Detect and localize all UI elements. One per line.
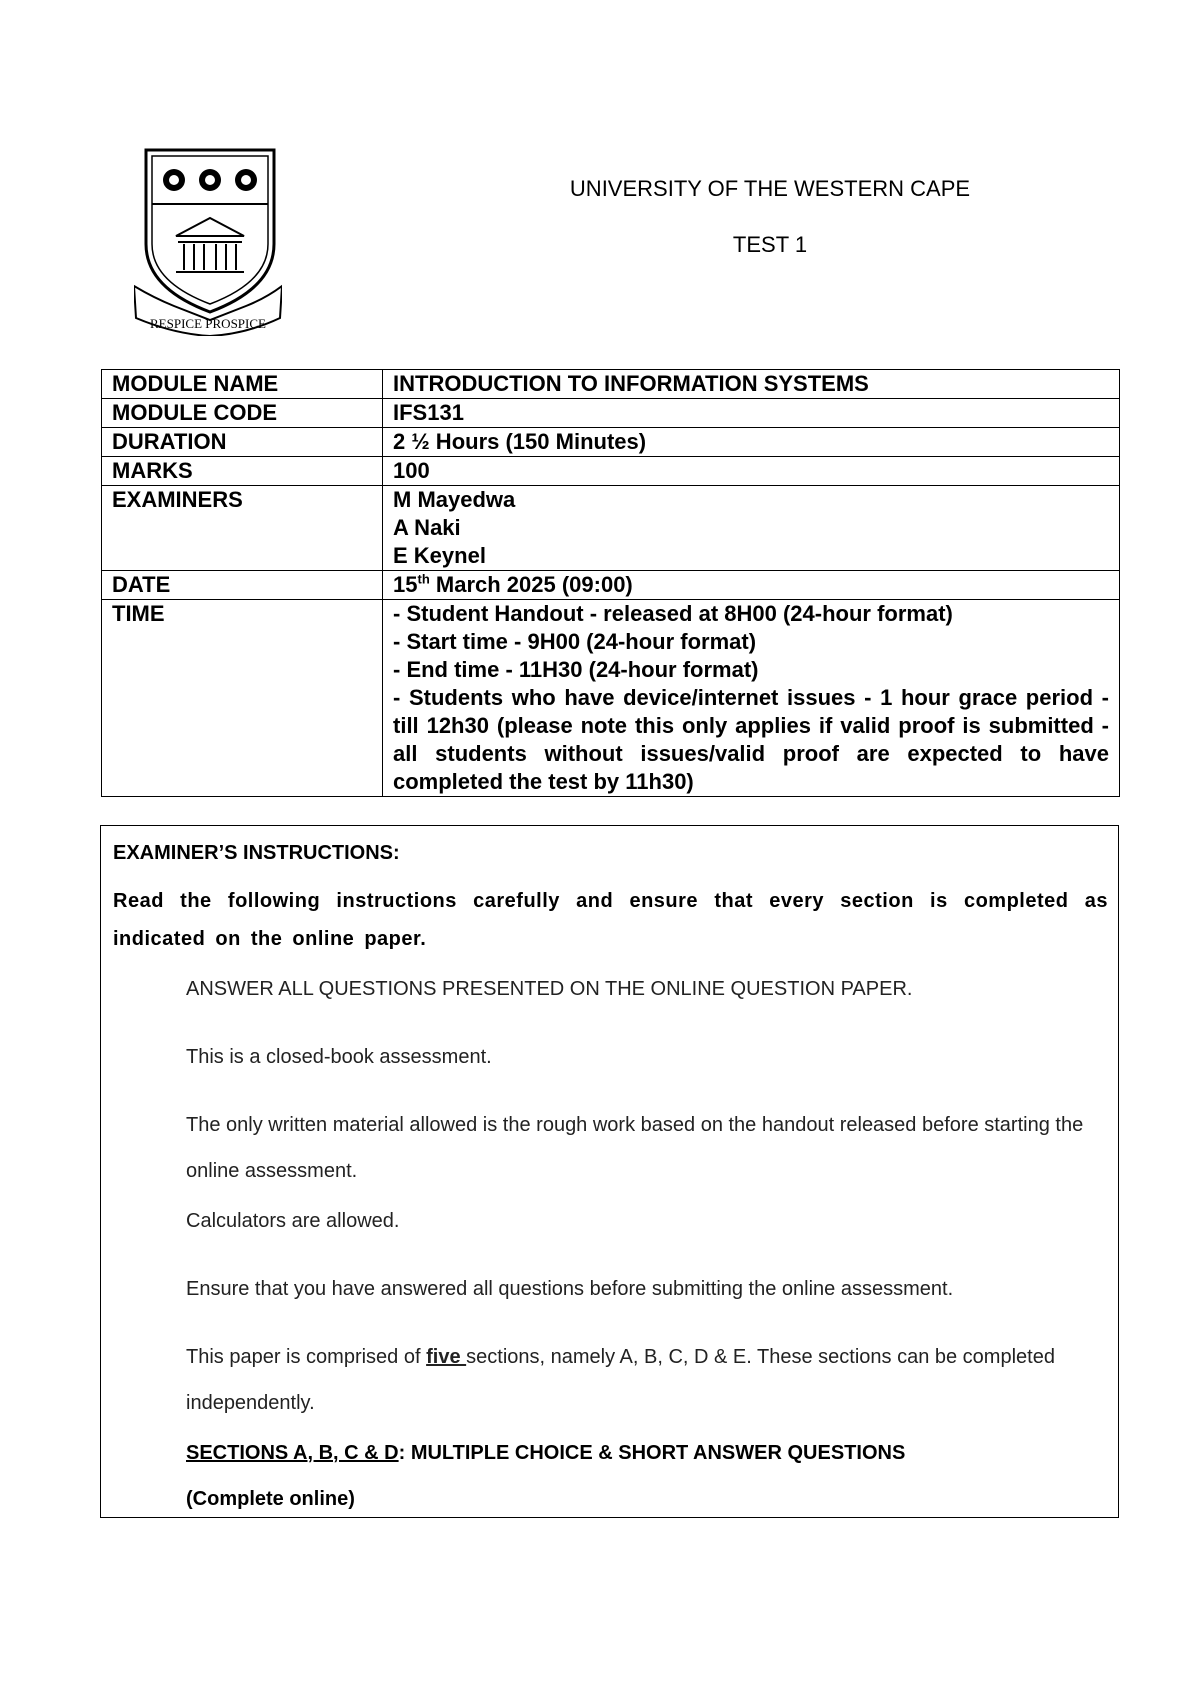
table-row: [102, 486, 1120, 571]
sections-heading: [186, 1442, 905, 1465]
instructions-title: EXAMINER’S INSTRUCTIONS:: [113, 842, 400, 864]
examiners-value: [383, 486, 1120, 571]
examiners-label: EXAMINERS: [102, 486, 383, 571]
instructions-lead: Read the following instructions carefully and ensure that every section is completed as indicated on the online paper.: [113, 890, 1108, 950]
date-day: 15: [393, 572, 418, 597]
date-suffix: th: [417, 571, 430, 587]
date-rest: March 2025 (09:00): [429, 572, 633, 597]
table-row: [102, 399, 1120, 428]
sections-count: five: [426, 1346, 467, 1368]
crest-motto: RESPICE PROSPICE: [150, 316, 266, 331]
sections-type: : MULTIPLE CHOICE & SHORT ANSWER QUESTIONS: [398, 1442, 906, 1464]
module-info-table: [101, 369, 1120, 797]
examiner-instructions-box: [100, 825, 1119, 1518]
time-line: - Student Handout - released at 8H00 (24-hour format): [393, 601, 953, 626]
table-row: [102, 571, 1120, 600]
complete-online-note: (Complete online): [186, 1488, 355, 1510]
university-name: UNIVERSITY OF THE WESTERN CAPE: [569, 176, 971, 201]
time-line: - Start time - 9H00 (24-hour format): [393, 629, 757, 654]
module-name-label: MODULE NAME: [102, 370, 383, 399]
sections-list: SECTIONS A, B, C & D: [186, 1442, 399, 1464]
examiner-name: E Keynel: [393, 543, 486, 568]
table-row: [102, 428, 1120, 457]
table-row: [102, 457, 1120, 486]
instruction-closed-book: This is a closed-book assessment.: [186, 1046, 492, 1068]
examiner-name: A Naki: [393, 515, 461, 540]
university-crest-logo: [134, 148, 282, 336]
instruction-answer-before-submit: Ensure that you have answered all questions before submitting the online assessment.: [186, 1278, 954, 1300]
marks-value: 100: [383, 457, 1120, 486]
sections-text-a: This paper is comprised of: [186, 1346, 427, 1368]
examiner-name: M Mayedwa: [393, 487, 516, 512]
table-row: [102, 370, 1120, 399]
date-value: [383, 571, 1120, 600]
duration-value: 2 ½ Hours (150 Minutes): [383, 428, 1120, 457]
time-line: - End time - 11H30 (24-hour format): [393, 657, 759, 682]
duration-label: DURATION: [102, 428, 383, 457]
time-grace-note: - Students who have device/internet issues - 1 hour grace period - till 12h30 (please note this only applies if valid proof is submitted - all students without issues/valid proof are expected to have completed the test by 11h30): [393, 685, 1109, 794]
module-name-value: INTRODUCTION TO INFORMATION SYSTEMS: [383, 370, 1120, 399]
date-label: DATE: [102, 571, 383, 600]
instruction-answer-all: ANSWER ALL QUESTIONS PRESENTED ON THE ONLINE QUESTION PAPER.: [186, 978, 913, 1000]
test-title: TEST 1: [732, 232, 808, 257]
instruction-written-material: The only written material allowed is the rough work based on the handout released before starting the online assessment.: [186, 1114, 1084, 1182]
marks-label: MARKS: [102, 457, 383, 486]
time-value: [383, 600, 1120, 797]
module-code-value: IFS131: [383, 399, 1120, 428]
instruction-sections: [186, 1334, 1086, 1426]
sections-text-c: sections, namely A, B, C, D & E. These sections can be completed independently.: [186, 1346, 1055, 1414]
time-label: TIME: [102, 600, 383, 797]
module-code-label: MODULE CODE: [102, 399, 383, 428]
instruction-calculators: Calculators are allowed.: [186, 1210, 400, 1232]
table-row: [102, 600, 1120, 797]
